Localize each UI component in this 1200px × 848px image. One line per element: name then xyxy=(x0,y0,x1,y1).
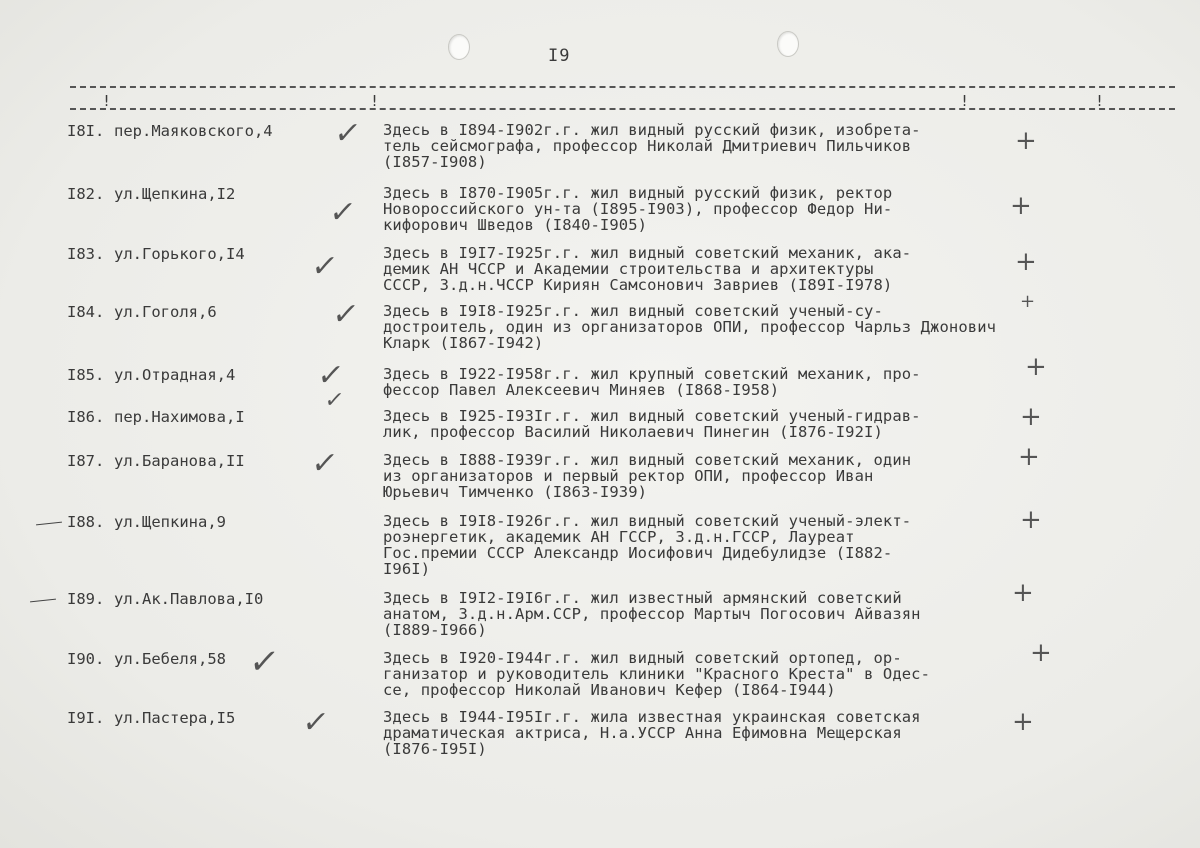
punch-hole-left xyxy=(448,34,470,60)
entry-number: I90. xyxy=(67,650,105,668)
column-separator: ! xyxy=(1095,92,1105,110)
plus-mark-icon: + xyxy=(1015,247,1037,277)
entry-address: ул.Баранова,II xyxy=(114,452,245,470)
check-mark-icon: ✓ xyxy=(329,297,362,332)
check-mark-icon: ✓ xyxy=(308,249,341,284)
entry-number: I88. xyxy=(67,513,105,531)
entry-number: I89. xyxy=(67,590,105,608)
punch-hole-right xyxy=(777,31,799,57)
check-mark-icon: ✓ xyxy=(326,195,359,230)
column-separator: ! xyxy=(370,92,380,110)
check-mark-icon: ✓ xyxy=(331,116,364,151)
entry-number: I83. xyxy=(67,245,105,263)
entry-number: I82. xyxy=(67,185,105,203)
entry-address: ул.Горького,I4 xyxy=(114,245,245,263)
entry-address: пер.Нахимова,I xyxy=(114,408,245,426)
entry-address: ул.Пастера,I5 xyxy=(114,709,236,727)
entry-description: Здесь в I9I2-I9I6г.г. жил известный армянский советский анатом, З.д.н.Арм.ССР, профессор Мартыч Погосович Айвазян (I889-I966) xyxy=(383,589,921,639)
entry-number: I84. xyxy=(67,303,105,321)
entry-description: Здесь в I922-I958г.г. жил крупный советский механик, про- фессор Павел Алексеевич Миняев (I868-I958) xyxy=(383,365,921,399)
check-mark-icon: ✓ xyxy=(246,642,283,682)
plus-mark-icon: + xyxy=(1010,191,1032,221)
entry-number: I9I. xyxy=(67,709,105,727)
entry-description: Здесь в I925-I93Iг.г. жил видный советский ученый-гидрав- лик, профессор Василий Николаевич Пинегин (I876-I92I) xyxy=(383,407,921,441)
entry-address: ул.Щепкина,9 xyxy=(114,513,226,531)
plus-mark-icon: + xyxy=(1020,402,1042,432)
entry-number: I8I. xyxy=(67,122,105,140)
plus-mark-icon: + xyxy=(1020,505,1042,535)
check-mark-icon: ✓ xyxy=(308,446,341,481)
table-rule-top xyxy=(70,86,1175,88)
plus-mark-icon: + xyxy=(1015,126,1037,156)
entry-description: Здесь в I9I8-I925г.г. жил видный советский ученый-су- достроитель, один из организаторов ОПИ, профессор Чарльз Джонович Кларк (I867-I942) xyxy=(383,302,997,352)
entry-address: ул.Ак.Павлова,I0 xyxy=(114,590,264,608)
entry-number: I85. xyxy=(67,366,105,384)
plus-mark-icon: + xyxy=(1030,638,1052,668)
entry-address: пер.Маяковского,4 xyxy=(114,122,273,140)
table-rule-bottom xyxy=(70,108,1175,110)
margin-dash-mark xyxy=(36,522,62,526)
page-number: I9 xyxy=(548,46,571,66)
entry-address: ул.Щепкина,I2 xyxy=(114,185,236,203)
check-mark-icon: ✓ xyxy=(299,705,332,740)
entry-address: ул.Бебеля,58 xyxy=(114,650,226,668)
entry-address: ул.Отрадная,4 xyxy=(114,366,236,384)
check-mark-icon: ✓ xyxy=(314,358,347,393)
entry-description: Здесь в I944-I95Iг.г. жила известная украинская советская драматическая актриса, Н.а.УССР Анна Ефимовна Мещерская (I876-I95I) xyxy=(383,708,921,758)
margin-dash-mark xyxy=(30,599,56,603)
entry-description: Здесь в I894-I902г.г. жил видный русский физик, изобрета- тель сейсмографа, профессор Николай Дмитриевич Пильчиков (I857-I908) xyxy=(383,121,921,171)
entry-address: ул.Гоголя,6 xyxy=(114,303,217,321)
entry-number: I87. xyxy=(67,452,105,470)
entry-description: Здесь в I920-I944г.г. жил видный советский ортопед, ор- ганизатор и руководитель клиники "Красного Креста" в Одес- се, профессор Николай Иванович Кефер (I864-I944) xyxy=(383,649,931,699)
plus-mark-icon: + xyxy=(1020,291,1036,312)
plus-mark-icon: + xyxy=(1012,707,1034,737)
column-separator: ! xyxy=(102,92,112,110)
check-mark-icon: ✓ xyxy=(322,388,346,413)
entry-description: Здесь в I888-I939г.г. жил видный советский механик, один из организаторов и первый ректор ОПИ, профессор Иван Юрьевич Тимченко (I863-I939) xyxy=(383,451,912,501)
entry-number: I86. xyxy=(67,408,105,426)
plus-mark-icon: + xyxy=(1018,442,1040,472)
entry-description: Здесь в I9I8-I926г.г. жил видный советский ученый-элект- роэнергетик, академик АН ГССР, З.д.н.ГССР, Лауреат Гос.премии СССР Александр Иосифович Дидебулидзе (I882- I96I) xyxy=(383,512,912,578)
plus-mark-icon: + xyxy=(1025,352,1047,382)
entry-description: Здесь в I9I7-I925г.г. жил видный советский механик, ака- демик АН ЧССР и Академии строительства и архитектуры СССР, З.д.н.ЧССР Кириян Самсонович Завриев (I89I-I978) xyxy=(383,244,912,294)
column-separator: ! xyxy=(960,92,970,110)
plus-mark-icon: + xyxy=(1012,578,1034,608)
entry-description: Здесь в I870-I905г.г. жил видный русский физик, ректор Новороссийского ун-та (I895-I903), профессор Федор Ни- кифорович Шведов (I840-I905) xyxy=(383,184,893,234)
